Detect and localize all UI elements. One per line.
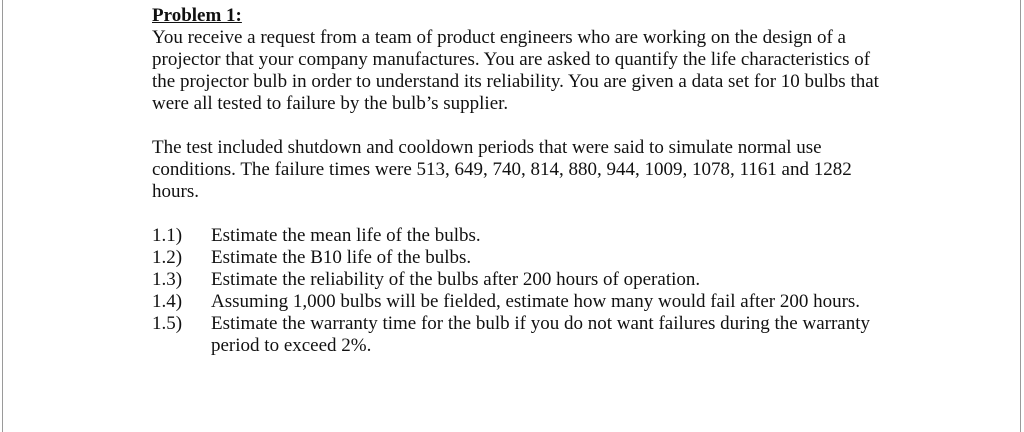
paragraph-spacer	[152, 203, 882, 225]
question-item	[152, 313, 882, 357]
left-border	[2, 0, 3, 432]
right-border	[1020, 0, 1021, 432]
paragraph-spacer	[152, 115, 882, 137]
question-number: 1.4)	[152, 291, 183, 312]
problem-content	[152, 5, 882, 357]
question-item	[152, 247, 882, 269]
question-number: 1.1)	[152, 225, 183, 246]
intro-paragraph: You receive a request from a team of product engineers who are working on the design of a projector that your company manufactures. You are asked to quantify the life characteristics of the projector bulb in order to understand its reliability. You are given a data set for 10 bulbs that were all tested to failure by the bulb’s supplier.	[152, 27, 879, 114]
problem-title: Problem 1:	[152, 5, 242, 26]
question-text: Estimate the warranty time for the bulb if you do not want failures during the warranty period to exceed 2%.	[211, 313, 871, 356]
question-item	[152, 225, 882, 247]
question-item	[152, 291, 882, 313]
question-text: Estimate the mean life of the bulbs.	[211, 225, 481, 246]
question-text: Estimate the B10 life of the bulbs.	[211, 247, 472, 268]
question-text: Estimate the reliability of the bulbs after 200 hours of operation.	[211, 269, 701, 290]
question-number: 1.3)	[152, 269, 183, 290]
question-number: 1.2)	[152, 247, 183, 268]
test-paragraph: The test included shutdown and cooldown periods that were said to simulate normal use conditions. The failure times were 513, 649, 740, 814, 880, 944, 1009, 1078, 1161 and 1282 hours.	[152, 137, 852, 202]
question-item	[152, 269, 882, 291]
question-list	[152, 225, 882, 357]
question-text: Assuming 1,000 bulbs will be fielded, estimate how many would fail after 200 hours.	[211, 291, 861, 312]
question-number: 1.5)	[152, 313, 183, 334]
